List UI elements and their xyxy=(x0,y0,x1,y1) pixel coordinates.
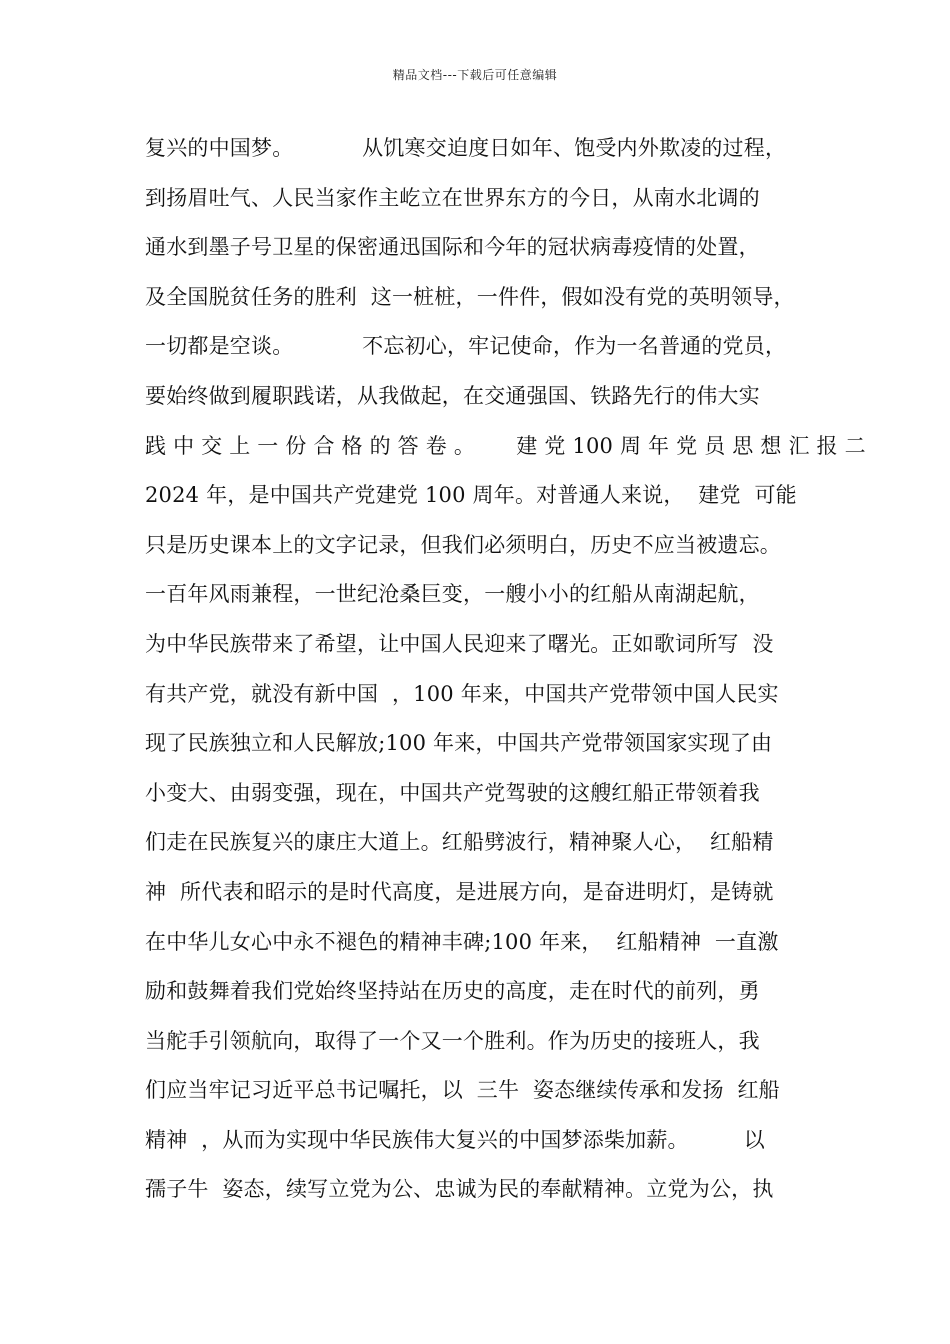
text-line: 践 中 交 上 一 份 合 格 的 答 卷 。 建 党 100 周 年 党 员 思 想 汇 报 二 xyxy=(145,433,866,458)
text-line: 复兴的中国梦。 从饥寒交迫度日如年、饱受内外欺凌的过程， xyxy=(145,136,787,160)
text-line: 当舵手引领航向，取得了一个又一个胜利。作为历史的接班人，我 xyxy=(145,1028,760,1053)
text-line: 到扬眉吐气、人民当家作主屹立在世界东方的今日，从南水北调的 xyxy=(145,185,760,210)
text-line: 神 所代表和昭示的是时代高度，是进展方向，是奋进明灯，是铸就 xyxy=(145,879,774,904)
text-line: 励和鼓舞着我们党始终坚持站在历史的高度，走在时代的前列，勇 xyxy=(145,979,760,1004)
text-line: 为中华民族带来了希望，让中国人民迎来了曙光。正如歌词所写 没 xyxy=(145,631,774,656)
text-line: 们走在民族复兴的康庄大道上。红船劈波行，精神聚人心， 红船精 xyxy=(145,830,774,855)
text-line: 只是历史课本上的文字记录，但我们必须明白，历史不应当被遗忘。 xyxy=(145,532,781,557)
text-line: 一切都是空谈。 不忘初心，牢记使命，作为一名普通的党员， xyxy=(145,334,787,359)
text-line: 在中华儿女心中永不褪色的精神丰碑;100 年来， 红船精神 一直激 xyxy=(145,929,779,954)
body-text xyxy=(145,131,866,1222)
page-header: 精品文档---下载后可任意编辑 xyxy=(392,68,558,82)
text-line: 有共产党，就没有新中国 ，100 年来，中国共产党带领中国人民实 xyxy=(145,681,779,706)
text-line: 孺子牛 姿态，续写立党为公、忠诚为民的奉献精神。立党为公，执 xyxy=(145,1177,774,1202)
text-line: 通水到墨子号卫星的保密通迅国际和今年的冠状病毒疫情的处置， xyxy=(145,235,760,260)
text-line: 现了民族独立和人民解放;100 年来，中国共产党带领国家实现了由 xyxy=(145,731,773,756)
text-line: 小变大、由弱变强，现在，中国共产党驾驶的这艘红船正带领着我 xyxy=(145,780,760,805)
text-line: 精神 ，从而为实现中华民族伟大复兴的中国梦添柴加薪。 以 xyxy=(145,1127,765,1152)
text-line: 一百年风雨兼程，一世纪沧桑巨变，一艘小小的红船从南湖起航， xyxy=(145,582,760,607)
text-line: 们应当牢记习近平总书记嘱托，以 三牛 姿态继续传承和发扬 红船 xyxy=(145,1078,780,1103)
text-line: 要始终做到履职践诺，从我做起，在交通强国、铁路先行的伟大实 xyxy=(145,383,760,408)
text-line: 2024 年，是中国共产党建党 100 周年。对普通人来说， 建党 可能 xyxy=(145,483,797,508)
text-line: 及全国脱贫任务的胜利 这一桩桩，一件件，假如没有党的英明领导， xyxy=(145,284,795,309)
